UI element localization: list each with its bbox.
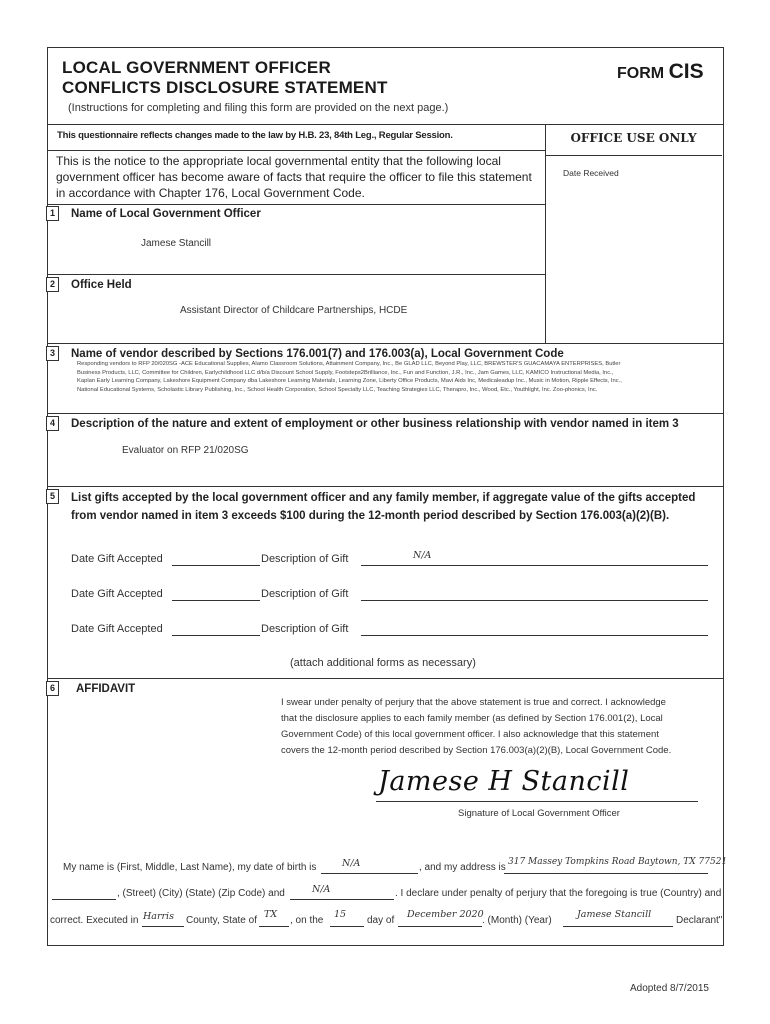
gift1-date-label: Date Gift Accepted xyxy=(71,553,163,565)
affidavit-title: AFFIDAVIT xyxy=(76,683,136,695)
instructions-note: (Instructions for completing and filing this form are provided on the next page.) xyxy=(68,102,449,114)
form-code-text: CIS xyxy=(668,60,704,83)
address-value: 317 Massey Tompkins Road Baytown, TX 77521 xyxy=(508,857,728,867)
form-title-line1: LOCAL GOVERNMENT OFFICER xyxy=(62,58,331,77)
section-1-title: Name of Local Government Officer xyxy=(71,208,261,220)
gift3-date-field[interactable] xyxy=(172,635,260,636)
attach-note: (attach additional forms as necessary) xyxy=(290,657,476,669)
section-5-title-line1: List gifts accepted by the local government officer and any family member, if aggregate value of the gifts accepted xyxy=(71,492,696,504)
gift1-desc-label: Description of Gift xyxy=(261,553,349,565)
gift2-date-field[interactable] xyxy=(172,600,260,601)
country-value: N/A xyxy=(312,884,331,895)
section-2-number: 2 xyxy=(46,277,59,292)
section-4-title: Description of the nature and extent of employment or other business relationship with vendor named in item 3 xyxy=(71,418,679,430)
vendor-list: Responding vendors to RFP 20/020SG -ACE Educational Supplies, Alamo Classroom Solutions, Attainment Company, Inc., Be GLAD LLC, Beyond Play, LLC, BREWSTER'S GUACAMAYA ENTERPRISES, Butler Business Products, LLC, Committee for Children, Earlychildhood LLC d/b/a Discount School Supply, Footsteps2Brilliance, Inc., Fun and Function, J.R., Inc., Jam Games, LLC, KAMICO Instructional Media, Inc., Kaplan Early Learning Company, Lakeshore Equipment Company dba Lakeshore Learning Materials, Learning Zone, Liberty Office Products, Mavi Aids Inc, Medicaleadup Inc., Music in Motion, Ripple Effects, Inc., National Educational Systems, Scholastic Library Publishing, Inc., School Health Corporation, School Specialty LLC, Teaching Strategies LLC, Therapro, Inc., Wood, Etc., Youthlight, Inc. Zoo-phonics, Inc. xyxy=(77,361,622,393)
gift3-desc-label: Description of Gift xyxy=(261,623,349,635)
section-3-title: Name of vendor described by Sections 176.001(7) and 176.003(a), Local Government Code xyxy=(71,348,564,360)
gift3-desc-field[interactable] xyxy=(361,635,708,636)
state-value: TX xyxy=(264,909,278,920)
decl-address-format: , (Street) (City) (State) (Zip Code) and xyxy=(117,888,285,899)
county-field[interactable] xyxy=(142,926,184,927)
state-field[interactable] xyxy=(259,926,289,927)
signature-label: Signature of Local Government Officer xyxy=(458,808,620,819)
form-code xyxy=(617,60,704,84)
signature-line[interactable] xyxy=(376,801,698,802)
office-held-value: Assistant Director of Childcare Partnerships, HCDE xyxy=(180,305,408,316)
day-field[interactable] xyxy=(330,926,364,927)
county-value: Harris xyxy=(143,911,174,922)
dob-field[interactable] xyxy=(321,873,418,874)
gift1-desc-value: N/A xyxy=(413,550,432,561)
notice-text: This is the notice to the appropriate local governmental entity that the following local government officer has become aware of facts that require the officer to file this statement in accordance with Chapter 176, Local Government Code. xyxy=(56,154,532,200)
law-note: This questionnaire reflects changes made to the law by H.B. 23, 84th Leg., Regular Session. xyxy=(57,130,453,141)
address-field[interactable] xyxy=(504,873,708,874)
decl-declarant-label: Declarant" xyxy=(676,915,723,926)
section-6-number: 6 xyxy=(46,681,59,696)
decl-perjury-text: . I declare under penalty of perjury that the foregoing is true (Country) and xyxy=(395,888,722,899)
decl-address-prompt: , and my address is xyxy=(419,862,506,873)
decl-month-year-label: . (Month) (Year) xyxy=(482,915,552,926)
gift2-desc-field[interactable] xyxy=(361,600,708,601)
officer-signature: Jamese H Stancill xyxy=(378,766,630,797)
decl-on-the: , on the xyxy=(290,915,324,926)
gift1-date-field[interactable] xyxy=(172,565,260,566)
gift2-date-label: Date Gift Accepted xyxy=(71,588,163,600)
decl-day-of: day of xyxy=(367,915,395,926)
decl-state-label: County, State of xyxy=(186,915,257,926)
officer-name-value: Jamese Stancill xyxy=(141,238,212,249)
adopted-date: Adopted 8/7/2015 xyxy=(630,983,709,994)
month-year-field[interactable] xyxy=(398,926,482,927)
section-5-title-line2: from vendor named in item 3 exceeds $100 during the 12-month period described by Section 176.003(a)(2)(B). xyxy=(71,510,670,522)
decl-name-prompt: My name is (First, Middle, Last Name), my date of birth is xyxy=(63,862,317,873)
country-field[interactable] xyxy=(290,899,394,900)
dob-value: N/A xyxy=(342,858,361,869)
section-3-number: 3 xyxy=(46,346,59,361)
section-5-number: 5 xyxy=(46,489,59,504)
month-year-value: December 2020 xyxy=(407,909,484,920)
day-value: 15 xyxy=(334,909,347,920)
declarant-value: Jamese Stancill xyxy=(577,909,652,920)
section-4-number: 4 xyxy=(46,416,59,431)
gift3-date-label: Date Gift Accepted xyxy=(71,623,163,635)
gift2-desc-label: Description of Gift xyxy=(261,588,349,600)
section-2-title: Office Held xyxy=(71,279,132,291)
decl-executed-label: correct. Executed in xyxy=(50,915,139,926)
date-received-label: Date Received xyxy=(563,168,619,178)
section-1-number: 1 xyxy=(46,206,59,221)
relationship-value: Evaluator on RFP 21/020SG xyxy=(122,445,249,456)
office-use-heading: OFFICE USE ONLY xyxy=(570,131,697,145)
gift1-desc-field[interactable] xyxy=(361,565,708,566)
affidavit-text: I swear under penalty of perjury that the above statement is true and correct. I acknowledge that the disclosure applies to each family member (as defined by Section 176.001(2), Local Government Code) of this local government officer. I also acknowledge that this statement covers the 12-month period described by Section 176.003(a)(2)(B), Local Government Code. xyxy=(281,697,672,756)
form-label: FORM xyxy=(617,65,665,82)
form-title-line2: CONFLICTS DISCLOSURE STATEMENT xyxy=(62,78,388,97)
address-cont-field[interactable] xyxy=(52,899,116,900)
declarant-field[interactable] xyxy=(563,926,673,927)
